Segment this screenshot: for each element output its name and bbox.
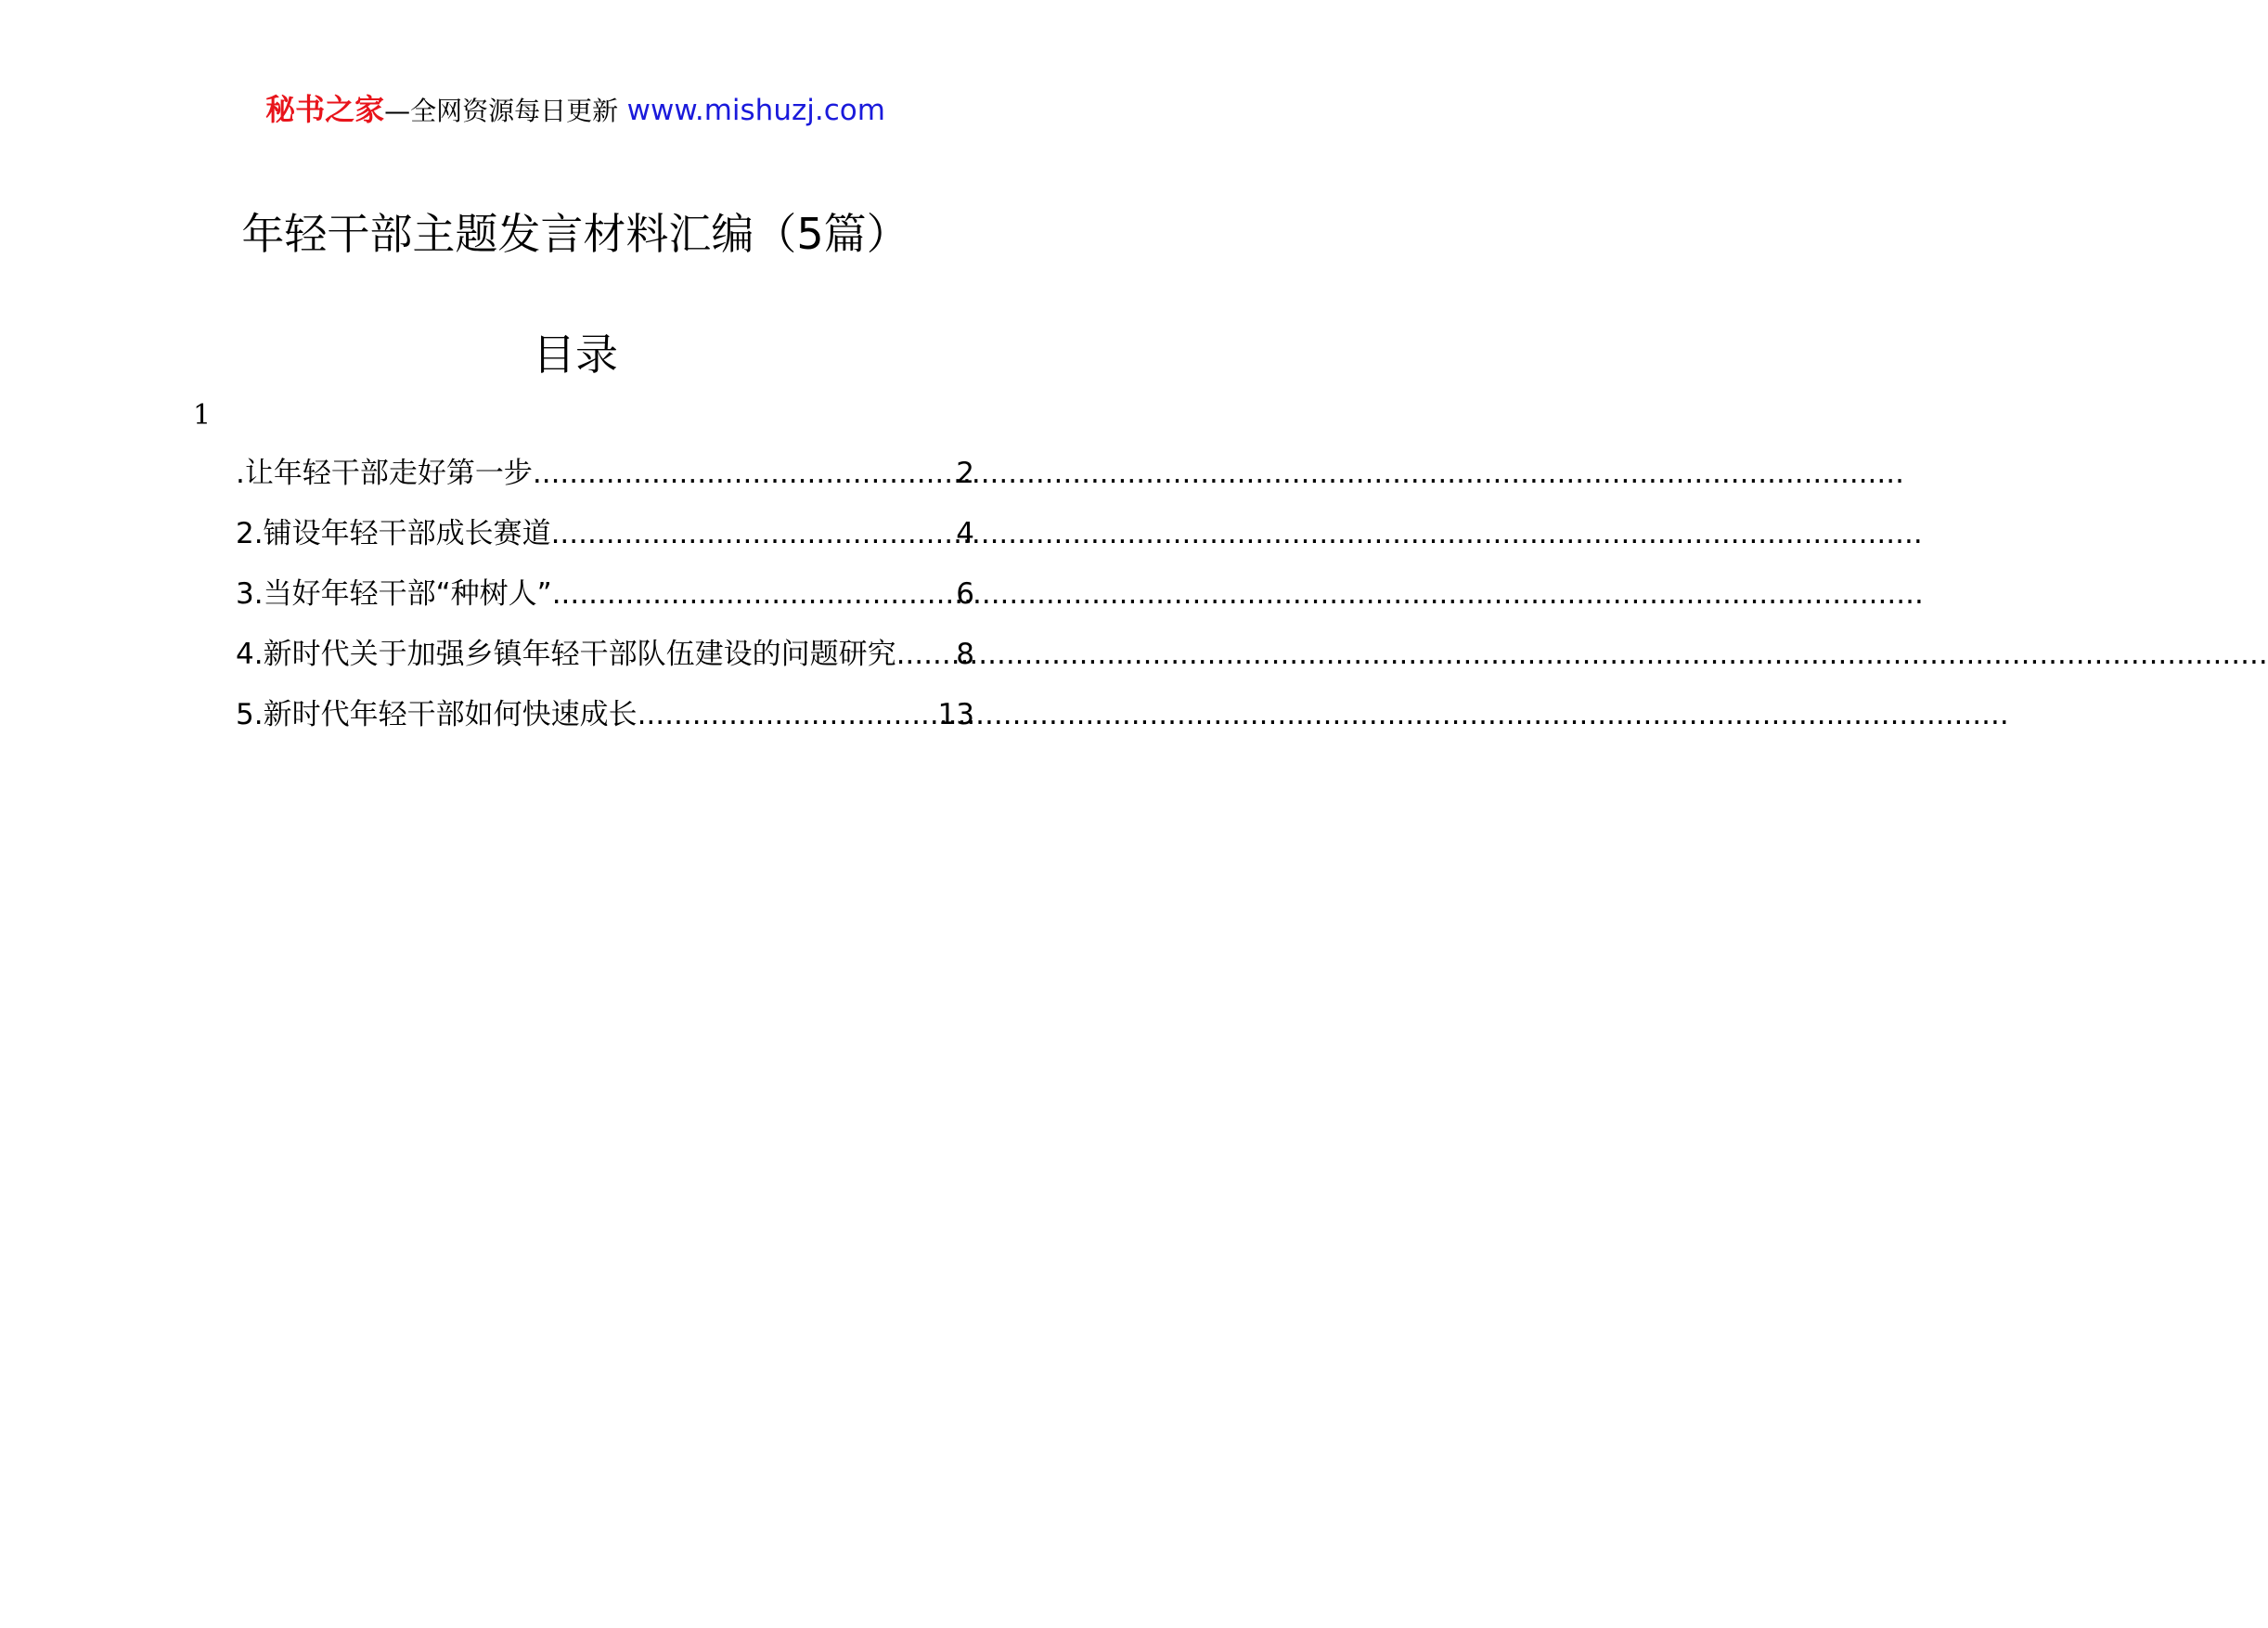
toc-entry[interactable] [236,453,974,513]
toc-dot-leader [533,453,956,494]
toc-entry[interactable] [236,634,974,694]
toc-entry-title: 4.新时代关于加强乡镇年轻干部队伍建设的问题研究 [236,638,896,671]
toc-entry-title: .让年轻干部走好第一步 [236,457,533,490]
toc-entry-title: 2.铺设年轻干部成长赛道 [236,517,551,550]
toc-page-number: 8 [956,638,974,671]
toc-page-number: 4 [956,517,974,550]
toc-page-number: 6 [956,577,974,611]
toc-dot-leader [638,694,938,735]
site-tagline: —全网资源每日更新 [384,96,619,126]
toc-entry[interactable] [236,694,974,755]
toc-page-number: 2 [956,457,974,490]
toc-heading: 目录 [533,329,618,380]
toc-dot-leader [551,513,957,554]
toc-entry-title: 3.当好年轻干部“种树人” [236,577,552,611]
document-title: 年轻干部主题发言材料汇编（5篇） [241,209,909,259]
site-header [0,91,1151,130]
toc-entry[interactable] [236,513,974,574]
toc-dot-leader [896,634,957,675]
toc-list [236,453,974,755]
toc-entry[interactable] [236,574,974,634]
site-brand: 秘书之家 [265,92,385,127]
site-url-link[interactable]: www.mishuzj.com [626,94,885,127]
toc-page-number: 13 [937,698,974,731]
toc-index-marker: 1 [193,399,212,432]
toc-entry-title: 5.新时代年轻干部如何快速成长 [236,698,638,731]
toc-dot-leader [552,574,957,614]
